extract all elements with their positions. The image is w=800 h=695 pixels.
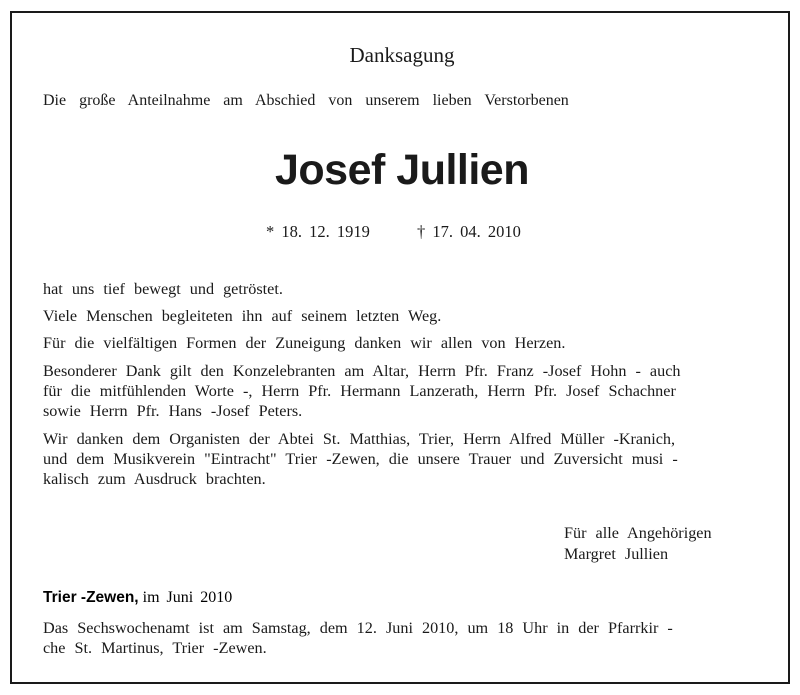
signature-line: Für alle Angehörigen [564, 524, 712, 542]
paragraph-line: Wir danken dem Organisten der Abtei St. Matthias, Trier, Herrn Alfred Müller -Kranich, [43, 430, 676, 448]
place-date-line [43, 589, 232, 607]
paragraph-line: Für die vielfältigen Formen der Zuneigung danken wir allen von Herzen. [43, 334, 566, 352]
notice-frame [10, 11, 790, 684]
paragraph-line: Viele Menschen begleiteten ihn auf seinem letzten Weg. [43, 307, 442, 325]
paragraph-line: und dem Musikverein "Eintracht" Trier -Zewen, die unsere Trauer und Zuversicht musi - [43, 450, 678, 468]
place-date: im Juni 2010 [142, 589, 233, 606]
intro-line: Die große Anteilnahme am Abschied von unserem lieben Verstorbenen [43, 92, 569, 109]
deceased-name: Josef Jullien [275, 146, 529, 194]
paragraph-line: hat uns tief bewegt und getröstet. [43, 280, 283, 298]
paragraph-line: für die mitfühlenden Worte -, Herrn Pfr. Hermann Lanzerath, Herrn Pfr. Josef Schachner [43, 382, 676, 400]
birth-date: * 18. 12. 1919 [266, 222, 370, 241]
paragraph-line: sowie Herrn Pfr. Hans -Josef Peters. [43, 402, 303, 420]
footer-line: che St. Martinus, Trier -Zewen. [43, 639, 267, 657]
place-name: Trier -Zewen, [43, 589, 139, 606]
paragraph-line: Besonderer Dank gilt den Konzelebranten am Altar, Herrn Pfr. Franz -Josef Hohn - auch [43, 362, 681, 380]
paragraph-line: kalisch zum Ausdruck brachten. [43, 470, 266, 488]
signature-name: Margret Jullien [564, 545, 669, 563]
death-date: † 17. 04. 2010 [417, 222, 521, 241]
notice-title: Danksagung [349, 43, 455, 67]
footer-line: Das Sechswochenamt ist am Samstag, dem 12. Juni 2010, um 18 Uhr in der Pfarrkir - [43, 619, 673, 637]
